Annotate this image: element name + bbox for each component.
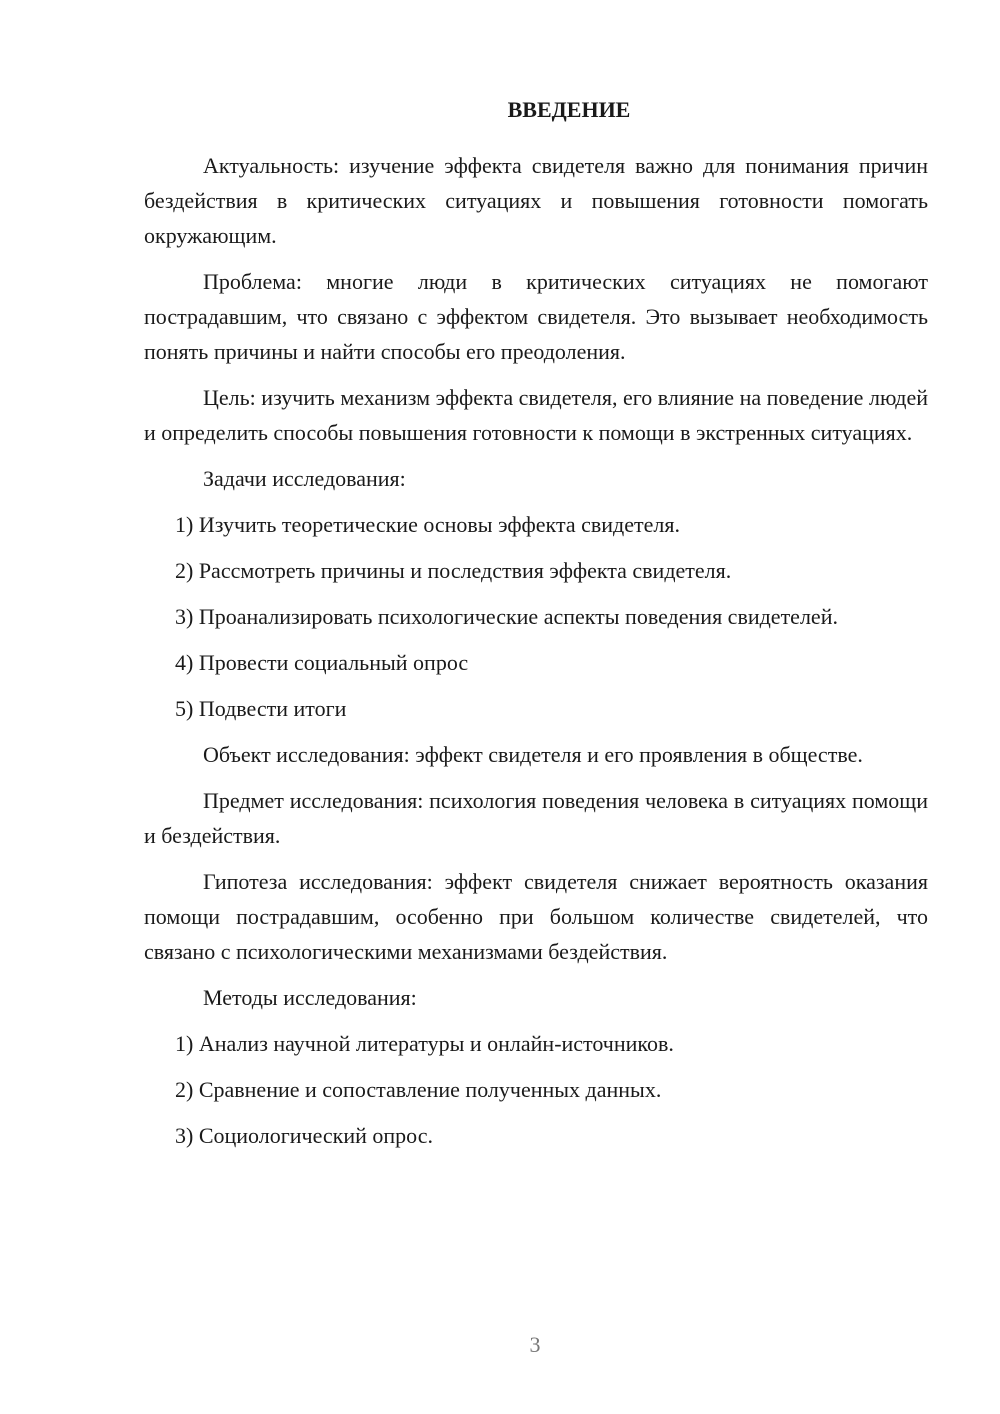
list-item: 3) Проанализировать психологические аспекты поведения свидетелей.: [175, 604, 838, 629]
hypothesis-paragraph: Гипотеза исследования: эффект свидетеля снижает вероятность оказания помощи пострадавшим, особенно при большом количестве свидетелей, что связано с психологическими механизмами бездействия.: [144, 869, 928, 964]
list-item: 2) Сравнение и сопоставление полученных данных.: [175, 1077, 662, 1102]
methods-title: Методы исследования:: [203, 985, 417, 1010]
list-item: 3) Социологический опрос.: [175, 1123, 433, 1148]
methods-list: [144, 1026, 928, 1153]
object-paragraph: Объект исследования: эффект свидетеля и его проявления в обществе.: [203, 742, 863, 767]
subject-paragraph: Предмет исследования: психология поведения человека в ситуациях помощи и бездействия.: [144, 788, 928, 848]
problem-paragraph: Проблема: многие люди в критических ситуациях не помогают пострадавшим, что связано с эффектом свидетеля. Это вызывает необходимость понять причины и найти способы его преодоления.: [144, 269, 928, 364]
goal-paragraph: Цель: изучить механизм эффекта свидетеля, его влияние на поведение людей и определить способы повышения готовности к помощи в экстренных ситуациях.: [144, 385, 928, 445]
tasks-list: [144, 507, 928, 726]
list-item: 5) Подвести итоги: [175, 696, 347, 721]
list-item: 4) Провести социальный опрос: [175, 650, 469, 675]
section-heading: ВВЕДЕНИЕ: [507, 97, 631, 122]
list-item: 1) Изучить теоретические основы эффекта свидетеля.: [175, 512, 680, 537]
list-item: 1) Анализ научной литературы и онлайн-источников.: [175, 1031, 674, 1056]
document-page: [144, 92, 928, 1164]
tasks-title: Задачи исследования:: [203, 466, 406, 491]
page-number: 3: [529, 1332, 541, 1357]
relevance-paragraph: Актуальность: изучение эффекта свидетеля важно для понимания причин бездействия в критических ситуациях и повышения готовности помогать окружающим.: [144, 153, 928, 248]
list-item: 2) Рассмотреть причины и последствия эффекта свидетеля.: [175, 558, 732, 583]
